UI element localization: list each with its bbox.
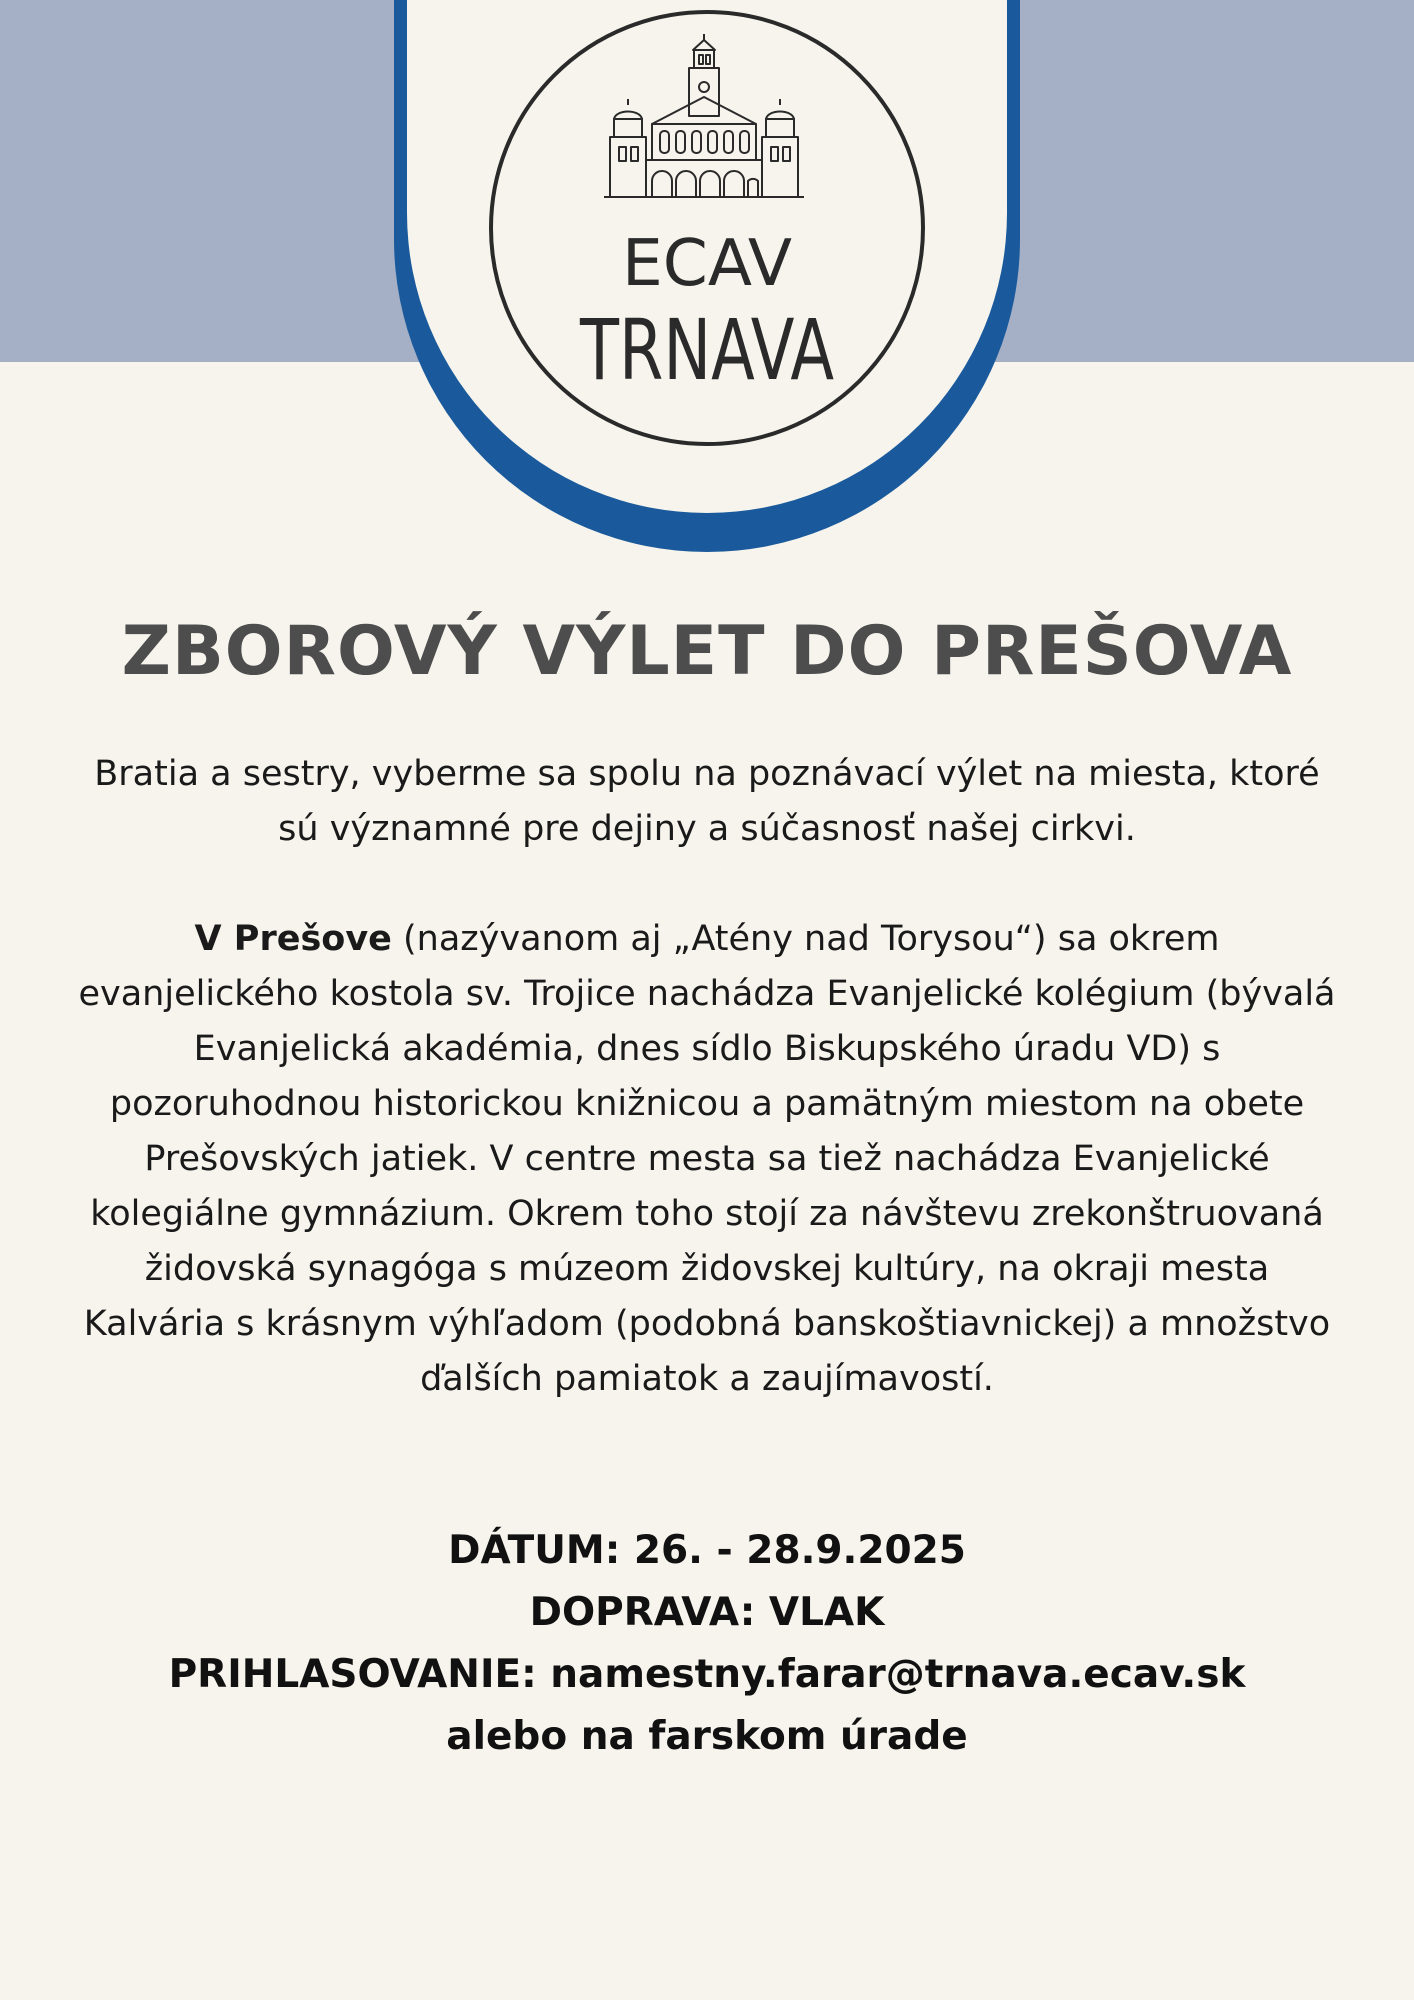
- date-line: DÁTUM: 26. - 28.9.2025: [448, 1528, 966, 1573]
- transport-line: DOPRAVA: VLAK: [529, 1590, 885, 1635]
- presov-paragraph: [70, 912, 1344, 1407]
- church-logo: [486, 7, 928, 449]
- trip-details: [60, 1520, 1354, 1768]
- church-icon: [604, 34, 804, 197]
- logo-text-ecav: ECAV: [622, 227, 793, 301]
- presov-text: (nazývanom aj „Atény nad Torysou“) sa okrem evanjelického kostola sv. Trojice nachádza Evanjelické kolégium (bývalá Evanjelická akadémia, dnes sídlo Biskupského úradu VD) s pozoruhodnou historickou knižnicou a pamätným miestom na obete Prešovských jatiek. V centre mesta sa tiež nachádza Evanjelické kolegiálne gymnázium. Okrem toho stojí za návštevu zrekonštruovaná židovská synagóga s múzeom židovskej kultúry, na okraji mesta Kalvária s krásnym výhľadom (podobná banskoštiavnickej) a množstvo ďalších pamiatok a zaujímavostí.: [78, 919, 1336, 1399]
- page-title: ZBOROVÝ VÝLET DO PREŠOVA: [121, 612, 1293, 691]
- logo-text-trnava: TRNAVA: [579, 301, 834, 399]
- intro-paragraph: Bratia a sestry, vyberme sa spolu na poznávací výlet na miesta, ktoré sú významné pre dejiny a súčasnosť našej cirkvi.: [94, 754, 1320, 849]
- registration-alt-line: alebo na farskom úrade: [446, 1714, 968, 1759]
- registration-line: PRIHLASOVANIE: namestny.farar@trnava.ecav.sk: [168, 1652, 1246, 1697]
- presov-lead: V Prešove: [194, 919, 392, 959]
